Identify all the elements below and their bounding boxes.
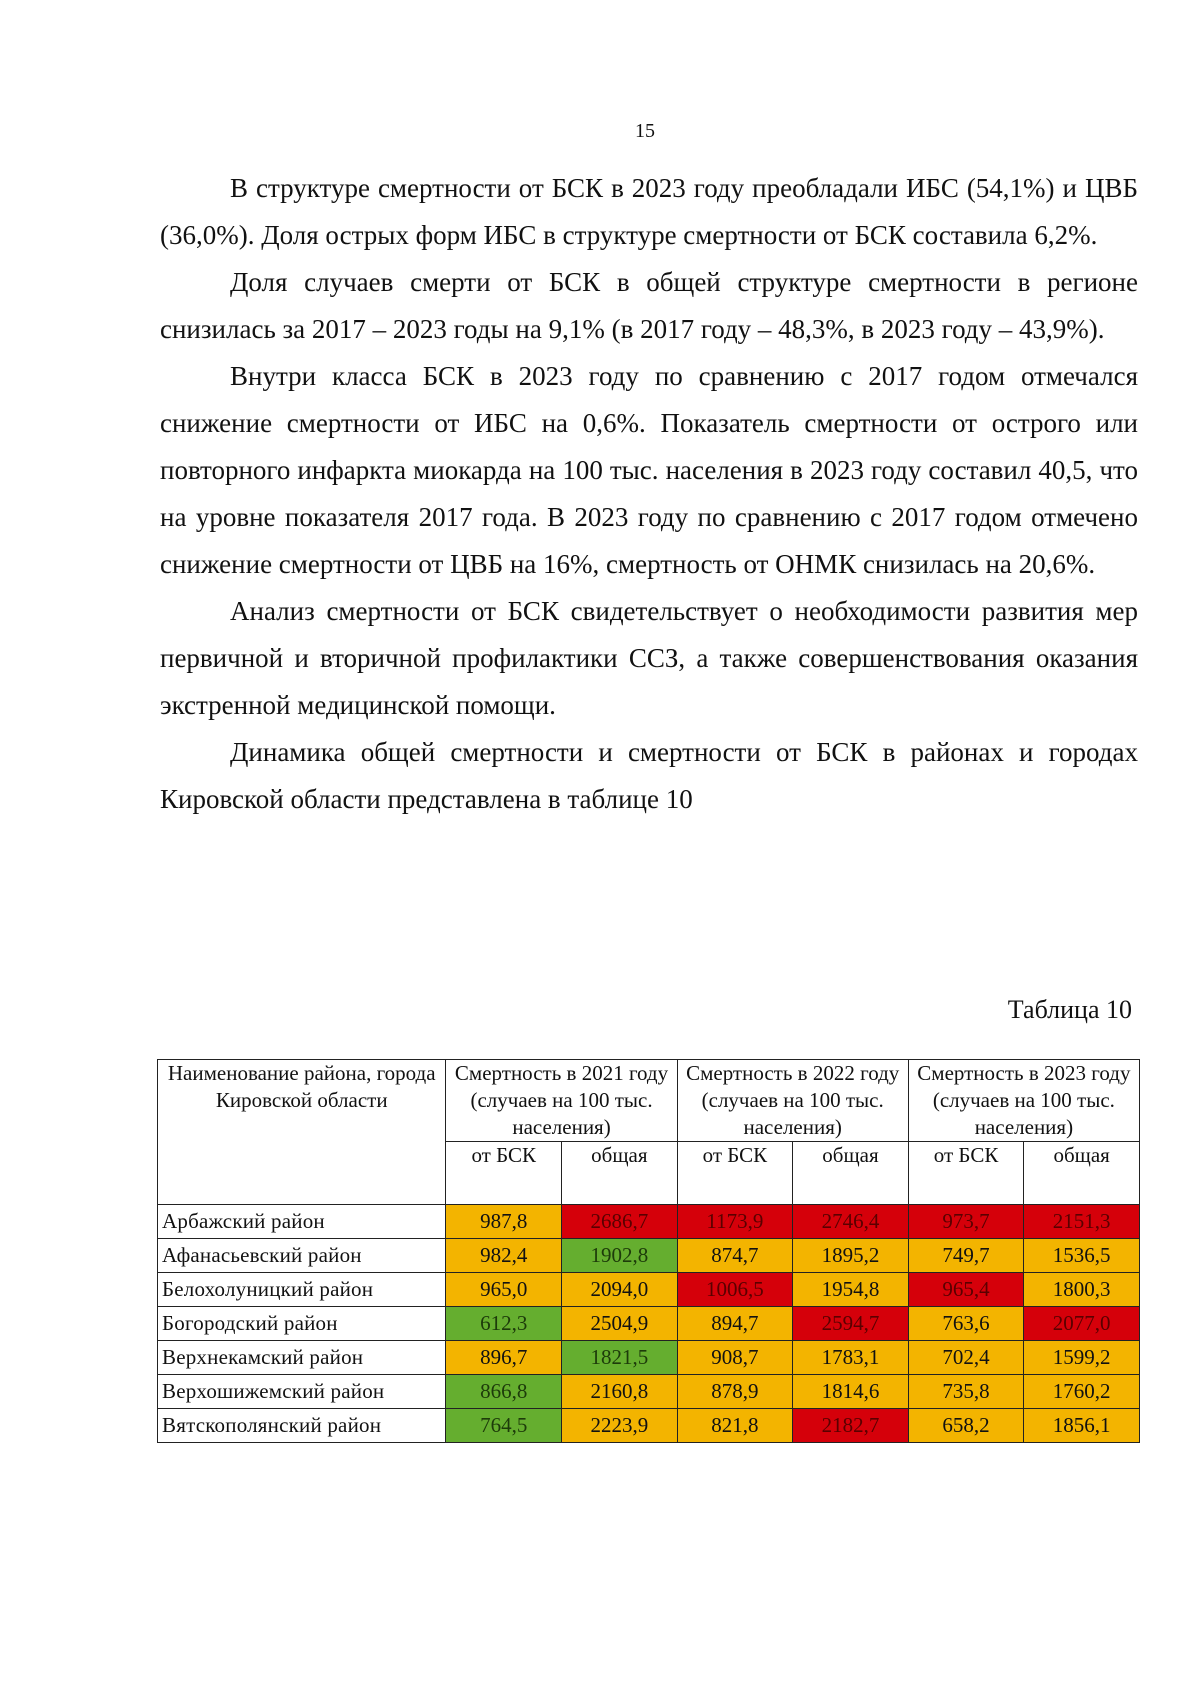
- total-mortality-cell: 2151,3: [1024, 1205, 1140, 1239]
- district-name: Богородский район: [158, 1307, 446, 1341]
- bsk-mortality-cell: 874,7: [677, 1239, 793, 1273]
- total-mortality-cell: 1800,3: [1024, 1273, 1140, 1307]
- district-name: Верхнекамский район: [158, 1341, 446, 1375]
- bsk-mortality-cell: 973,7: [908, 1205, 1024, 1239]
- total-mortality-cell: 2160,8: [562, 1375, 678, 1409]
- bsk-mortality-cell: 866,8: [446, 1375, 562, 1409]
- district-name: Вятскополянский район: [158, 1409, 446, 1443]
- table-row: [158, 1375, 1140, 1409]
- table-body: [158, 1205, 1140, 1443]
- paragraph: Внутри класса БСК в 2023 году по сравнению с 2017 годом отмечался снижение смертности от ИБС на 0,6%. Показатель смертности от острого или повторного инфаркта миокарда на 100 тыс. населения в 2023 году составил 40,5, что на уровне показателя 2017 года. В 2023 году по сравнению с 2017 годом отмечено снижение смертности от ЦВБ на 16%, смертность от ОНМК снизилась на 20,6%.: [160, 361, 1138, 579]
- total-mortality-cell: 1760,2: [1024, 1375, 1140, 1409]
- table-row: [158, 1341, 1140, 1375]
- paragraph: В структуре смертности от БСК в 2023 году преобладали ИБС (54,1%) и ЦВБ (36,0%). Доля острых форм ИБС в структуре смертности от БСК составила 6,2%.: [160, 173, 1138, 250]
- bsk-mortality-cell: 894,7: [677, 1307, 793, 1341]
- table-row: [158, 1239, 1140, 1273]
- table-row: [158, 1409, 1140, 1443]
- bsk-mortality-cell: 1173,9: [677, 1205, 793, 1239]
- name-column-header: Наименование района, города Кировской области: [158, 1060, 446, 1205]
- page-number: 15: [635, 120, 655, 142]
- bsk-mortality-cell: 878,9: [677, 1375, 793, 1409]
- subheader-bsk: от БСК: [446, 1142, 562, 1205]
- table-row: [158, 1307, 1140, 1341]
- bsk-mortality-cell: 965,0: [446, 1273, 562, 1307]
- table-header-row: [158, 1060, 1140, 1142]
- total-mortality-cell: 1814,6: [793, 1375, 909, 1409]
- total-mortality-cell: 2504,9: [562, 1307, 678, 1341]
- total-mortality-cell: 1856,1: [1024, 1409, 1140, 1443]
- bsk-mortality-cell: 763,6: [908, 1307, 1024, 1341]
- bsk-mortality-cell: 987,8: [446, 1205, 562, 1239]
- subheader-bsk: от БСК: [677, 1142, 793, 1205]
- total-mortality-cell: 1783,1: [793, 1341, 909, 1375]
- total-mortality-cell: 2223,9: [562, 1409, 678, 1443]
- year-header-2023: Смертность в 2023 году (случаев на 100 тыс. населения): [908, 1060, 1139, 1142]
- paragraph: Динамика общей смертности и смертности от БСК в районах и городах Кировской области представлена в таблице 10: [160, 737, 1138, 814]
- year-header-2022: Смертность в 2022 году (случаев на 100 тыс. населения): [677, 1060, 908, 1142]
- total-mortality-cell: 1954,8: [793, 1273, 909, 1307]
- table-label: Таблица 10: [1007, 995, 1132, 1024]
- paragraph: Анализ смертности от БСК свидетельствует о необходимости развития мер первичной и вторичной профилактики ССЗ, а также совершенствования оказания экстренной медицинской помощи.: [160, 596, 1138, 720]
- total-mortality-cell: 2182,7: [793, 1409, 909, 1443]
- district-name: Арбажский район: [158, 1205, 446, 1239]
- total-mortality-cell: 2746,4: [793, 1205, 909, 1239]
- district-name: Белохолуницкий район: [158, 1273, 446, 1307]
- district-name: Афанасьевский район: [158, 1239, 446, 1273]
- table-row: [158, 1205, 1140, 1239]
- bsk-mortality-cell: 612,3: [446, 1307, 562, 1341]
- bsk-mortality-cell: 821,8: [677, 1409, 793, 1443]
- bsk-mortality-cell: 735,8: [908, 1375, 1024, 1409]
- bsk-mortality-cell: 908,7: [677, 1341, 793, 1375]
- total-mortality-cell: 1821,5: [562, 1341, 678, 1375]
- bsk-mortality-cell: 702,4: [908, 1341, 1024, 1375]
- total-mortality-cell: 1902,8: [562, 1239, 678, 1273]
- bsk-mortality-cell: 658,2: [908, 1409, 1024, 1443]
- bsk-mortality-cell: 982,4: [446, 1239, 562, 1273]
- total-mortality-cell: 2686,7: [562, 1205, 678, 1239]
- total-mortality-cell: 1895,2: [793, 1239, 909, 1273]
- subheader-total: общая: [793, 1142, 909, 1205]
- bsk-mortality-cell: 965,4: [908, 1273, 1024, 1307]
- table-row: [158, 1273, 1140, 1307]
- bsk-mortality-cell: 1006,5: [677, 1273, 793, 1307]
- total-mortality-cell: 1599,2: [1024, 1341, 1140, 1375]
- total-mortality-cell: 2094,0: [562, 1273, 678, 1307]
- mortality-table: [157, 1059, 1140, 1443]
- bsk-mortality-cell: 749,7: [908, 1239, 1024, 1273]
- subheader-total: общая: [1024, 1142, 1140, 1205]
- total-mortality-cell: 2077,0: [1024, 1307, 1140, 1341]
- subheader-total: общая: [562, 1142, 678, 1205]
- paragraph: Доля случаев смерти от БСК в общей структуре смертности в регионе снизилась за 2017 – 2023 годы на 9,1% (в 2017 году – 48,3%, в 2023 году – 43,9%).: [160, 267, 1138, 344]
- total-mortality-cell: 2594,7: [793, 1307, 909, 1341]
- body-text: [160, 165, 1138, 823]
- total-mortality-cell: 1536,5: [1024, 1239, 1140, 1273]
- district-name: Верхошижемский район: [158, 1375, 446, 1409]
- bsk-mortality-cell: 764,5: [446, 1409, 562, 1443]
- bsk-mortality-cell: 896,7: [446, 1341, 562, 1375]
- year-header-2021: Смертность в 2021 году (случаев на 100 тыс. населения): [446, 1060, 677, 1142]
- subheader-bsk: от БСК: [908, 1142, 1024, 1205]
